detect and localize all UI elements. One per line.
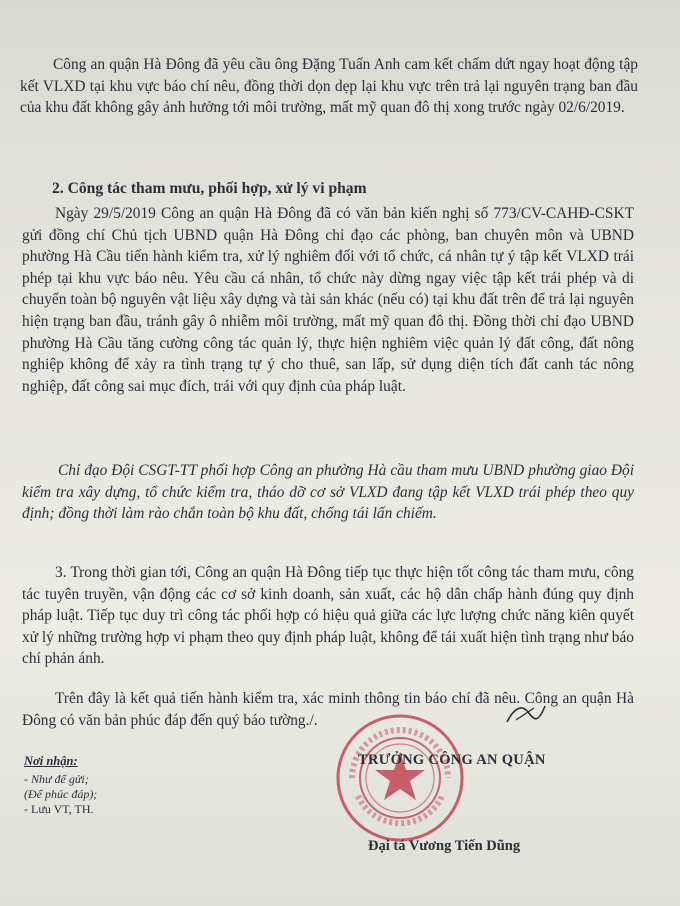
paragraph-2a: Ngày 29/5/2019 Công an quận Hà Đông đã có văn bản kiến nghị số 773/CV-CAHĐ-CSKT gửi đồng chí Chủ tịch UBND quận Hà Đông chỉ đạo các phòng, ban chuyên môn và UBND phường Hà Cầu tiến hành kiểm tra, xử lý nghiêm đối với tổ chức, cá nhân tự ý tập kết VLXD trái phép tại khu vực báo nêu. Yêu cầu cá nhân, tổ chức này dừng ngay việc tập kết trái phép và di chuyển toàn bộ nguyên vật liệu xây dựng và tài sản khác (nếu có) tại khu đất trên để trả lại nguyên hiện trạng ban đầu, tránh gây ô nhiễm môi trường, mất mỹ quan đô thị. Đồng thời chỉ đạo UBND phường Hà Cầu tăng cường công tác quản lý, thực hiện nghiêm việc quản lý đất công, đất nông nghiệp không để xảy ra tình trạng tự ý cho thuê, san lấp, sử dụng diện tích đất canh tác nông nghiệp, đất công sai mục đích, trái với quy định của pháp luật. <box>22 205 634 395</box>
paragraph-3: 3. Trong thời gian tới, Công an quận Hà Đông tiếp tục thực hiện tốt công tác tham mưu, công tác tuyên truyền, vận động các cơ sở kinh doanh, sản xuất, các hộ dân chấp hành đúng quy định pháp luật. Tiếp tục duy trì công tác phối hợp có hiệu quả giữa các lực lượng chức năng kiên quyết xử lý những trường hợp vi phạm theo quy định pháp luật, không để tái xuất hiện tình trạng như báo chí phản ánh. <box>22 564 634 668</box>
paragraph-closing: Trên đây là kết quả tiến hành kiểm tra, xác minh thông tin báo chí đã nêu. Công an quận Hà Đông có văn bản phúc đáp đến quý báo tường./. <box>22 690 634 729</box>
handwritten-initials <box>504 700 548 728</box>
section-2-heading: 2. Công tác tham mưu, phối hợp, xử lý vi phạm <box>52 180 367 197</box>
recipient-item: (Để phúc đáp); <box>24 787 98 801</box>
official-seal <box>334 712 466 844</box>
paragraph-2b: Chỉ đạo Đội CSGT-TT phối hợp Công an phường Hà cầu tham mưu UBND phường giao Đội kiểm tra xây dựng, tổ chức kiểm tra, tháo dỡ cơ sở VLXD đang tập kết VLXD trái phép theo quy định; đồng thời làm rào chắn toàn bộ khu đất, chống tái lấn chiếm. <box>22 462 634 523</box>
recipients-title: Nơi nhận: <box>24 754 78 768</box>
recipient-item: - Như để gửi; <box>24 772 89 786</box>
signer-name: Đại tá Vương Tiến Dũng <box>368 838 521 854</box>
paragraph-intro: Công an quận Hà Đông đã yêu cầu ông Đặng Tuấn Anh cam kết chấm dứt ngay hoạt động tập kết VLXD tại khu vực báo chí nêu, đồng thời dọn dẹp lại khu vực trên trả lại nguyên trạng ban đầu của khu đất không gây ảnh hưởng tới môi trường, mất mỹ quan đô thị xong trước ngày 02/6/2019. <box>20 56 638 117</box>
signer-title: TRƯỞNG CÔNG AN QUẬN <box>358 752 546 768</box>
recipient-item: - Lưu VT, TH. <box>24 802 94 816</box>
